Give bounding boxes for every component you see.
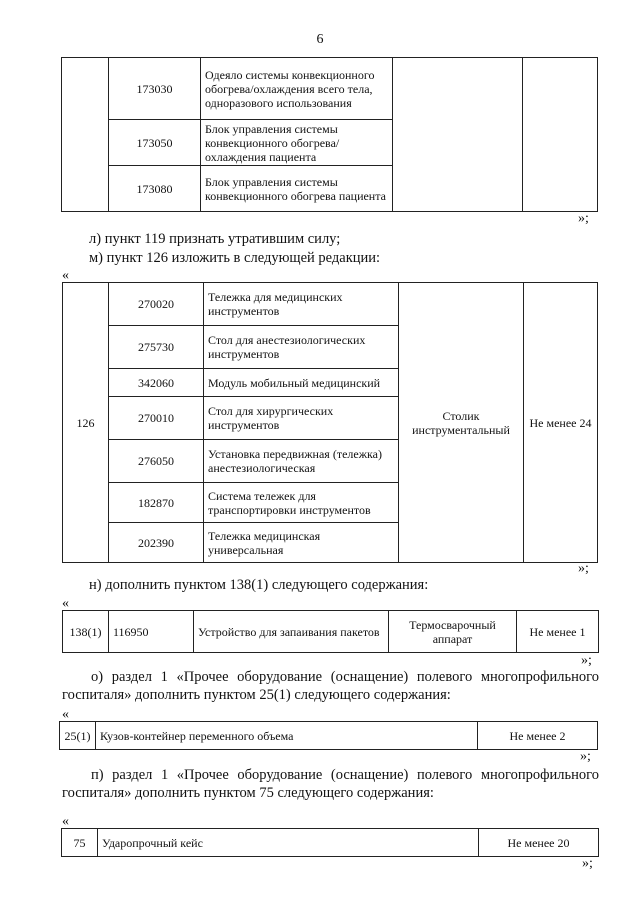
closing-quote: »;: [578, 561, 589, 576]
item-n: н) дополнить пунктом 138(1) следующего содержания:: [89, 577, 429, 593]
open-quote: «: [62, 268, 69, 283]
closing-quote: »;: [582, 856, 593, 871]
item-number-cell: 75: [62, 829, 98, 857]
quantity-cell: Не менее 2: [478, 722, 598, 750]
closing-quote: »;: [581, 653, 592, 668]
code-cell: 182870: [109, 483, 204, 523]
name-cell: Тележка для медицинских инструментов: [204, 283, 399, 326]
item-number-cell: 25(1): [60, 722, 96, 750]
code-cell: 270010: [109, 397, 204, 440]
quantity-cell: Не менее 20: [479, 829, 599, 857]
table-row: [62, 58, 598, 120]
code-cell: 202390: [109, 523, 204, 563]
code-cell: 275730: [109, 326, 204, 369]
name-cell: Модуль мобильный медицинский: [204, 369, 399, 397]
closing-quote: »;: [580, 749, 591, 764]
table-25-1: [59, 721, 598, 750]
table-row: [62, 829, 599, 857]
equipment-cell: Термосварочный аппарат: [389, 611, 517, 653]
code-cell: 270020: [109, 283, 204, 326]
code-cell: 173050: [109, 120, 201, 166]
name-cell: Стол для анестезиологических инструментов: [204, 326, 399, 369]
item-o: о) раздел 1 «Прочее оборудование (оснащение) полевого многопрофильного госпиталя» дополнить пунктом 25(1) следующего содержания:: [62, 669, 599, 703]
item-number-cell: 138(1): [63, 611, 109, 653]
equipment-cell: Столик инструментальный: [399, 283, 524, 563]
name-cell: Тележка медицинская универсальная: [204, 523, 399, 563]
open-quote: «: [62, 596, 69, 611]
name-cell: Установка передвижная (тележка) анестезиологическая: [204, 440, 399, 483]
name-cell: Система тележек для транспортировки инструментов: [204, 483, 399, 523]
quantity-cell: Не менее 24: [524, 283, 598, 563]
open-quote: «: [62, 707, 69, 722]
table-126: [62, 282, 598, 563]
name-cell: Ударопрочный кейс: [98, 829, 479, 857]
item-p: п) раздел 1 «Прочее оборудование (оснащение) полевого многопрофильного госпиталя» дополнить пунктом 75 следующего содержания:: [62, 767, 599, 801]
table-top: [61, 57, 598, 212]
table-row: [63, 283, 598, 326]
closing-quote: »;: [578, 211, 589, 226]
code-cell: 116950: [109, 611, 194, 653]
item-number-cell: 126: [63, 283, 109, 563]
name-cell: Стол для хирургических инструментов: [204, 397, 399, 440]
page-number: 6: [316, 32, 324, 47]
item-m: м) пункт 126 изложить в следующей редакции:: [89, 250, 381, 266]
code-cell: 173030: [109, 58, 201, 120]
code-cell: 342060: [109, 369, 204, 397]
item-l: л) пункт 119 признать утратившим силу;: [89, 231, 341, 247]
table-75: [61, 828, 599, 857]
quantity-cell: Не менее 1: [517, 611, 599, 653]
name-cell: Кузов-контейнер переменного объема: [96, 722, 478, 750]
table-row: [63, 611, 599, 653]
code-cell: 276050: [109, 440, 204, 483]
name-cell: Устройство для запаивания пакетов: [194, 611, 389, 653]
name-cell: Одеяло системы конвекционного обогрева/охлаждения всего тела, одноразового использования: [201, 58, 393, 120]
name-cell: Блок управления системы конвекционного обогрева/охлаждения пациента: [201, 120, 393, 166]
open-quote: «: [62, 814, 69, 829]
name-cell: Блок управления системы конвекционного обогрева пациента: [201, 166, 393, 212]
table-138: [62, 610, 599, 653]
code-cell: 173080: [109, 166, 201, 212]
table-row: [60, 722, 598, 750]
